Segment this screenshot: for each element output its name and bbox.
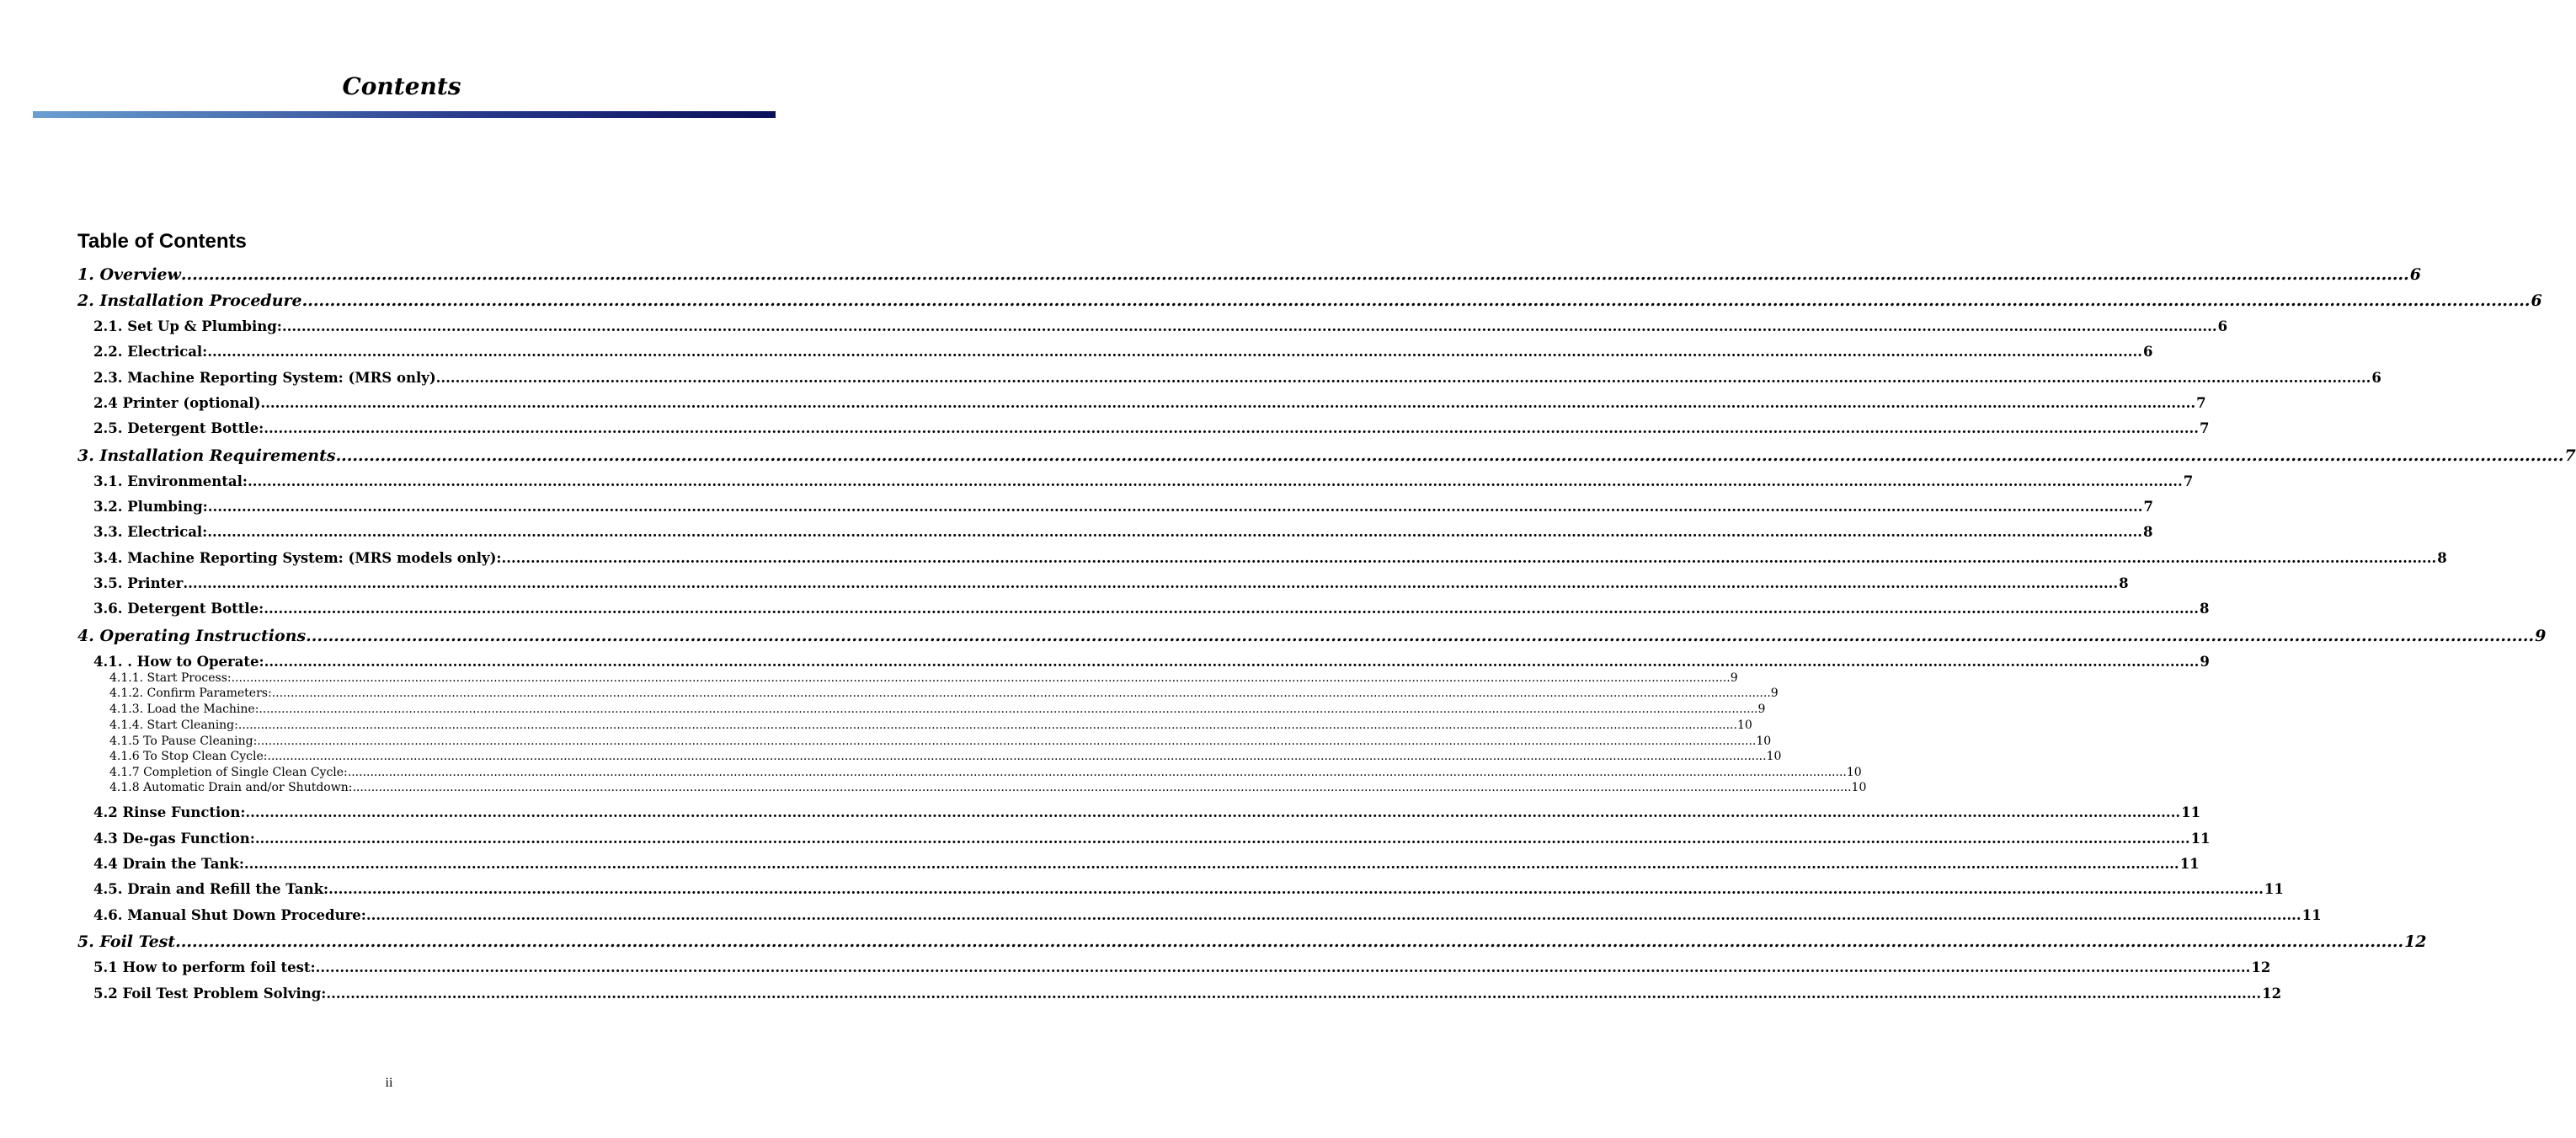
toc-leader-dots: ................................................................................................................................................................................................................................................................................................................................................................................................................ bbox=[259, 703, 1758, 716]
toc-leader-dots: ................................................................................................................................................................................................................................................................................................................................................................................................................ bbox=[271, 687, 1771, 700]
toc-entry-label: 3.2. Plumbing: bbox=[93, 499, 208, 515]
toc-entry-page: 12 bbox=[2404, 932, 2427, 951]
toc-entry[interactable] bbox=[77, 265, 2421, 284]
toc-leader-dots: ................................................................................................................................................................................................................................................................................................................................................................................................................ bbox=[315, 959, 2251, 975]
toc-entry[interactable] bbox=[93, 499, 2154, 515]
toc-entry-page: 6 bbox=[2143, 344, 2153, 360]
toc-leader-dots: ................................................................................................................................................................................................................................................................................................................................................................................................................ bbox=[207, 524, 2143, 540]
toc-leader-dots: ................................................................................................................................................................................................................................................................................................................................................................................................................ bbox=[281, 318, 2217, 334]
toc-entry-page: 8 bbox=[2200, 601, 2210, 617]
toc-entry-label: 2.5. Detergent Bottle: bbox=[93, 420, 264, 436]
toc-entry-label: 2.4 Printer (optional) bbox=[93, 395, 261, 411]
toc-entry[interactable] bbox=[93, 601, 2210, 617]
toc-entry-page: 8 bbox=[2143, 524, 2153, 540]
toc-entry-page: 11 bbox=[2179, 856, 2200, 872]
toc-leader-dots: ................................................................................................................................................................................................................................................................................................................................................................................................................ bbox=[326, 986, 2262, 1002]
toc-entry-label: 4.1. . How to Operate: bbox=[93, 654, 264, 670]
toc-entry-page: 6 bbox=[2371, 370, 2381, 386]
toc-entry-label: 4.6. Manual Shut Down Procedure: bbox=[93, 907, 366, 923]
toc-leader-dots: ................................................................................................................................................................................................................................................................................................................................................................................................................ bbox=[267, 750, 1767, 763]
toc-title: Table of Contents bbox=[77, 230, 247, 253]
toc-leader-dots: ................................................................................................................................................................................................................................................................................................................................................................................................................ bbox=[328, 881, 2264, 897]
toc-leader-dots: ................................................................................................................................................................................................................................................................................................................................................................................................................ bbox=[347, 766, 1847, 779]
toc-leader-dots: ................................................................................................................................................................................................................................................................................................................................................................................................................ bbox=[435, 370, 2371, 386]
toc-leader-dots: ................................................................................................................................................................................................................................................................................................................................................................................................................ bbox=[264, 654, 2200, 670]
toc-leader-dots: ................................................................................................................................................................................................................................................................................................................................................................................................................ bbox=[335, 446, 2564, 465]
toc-entry-label: 4.1.5 To Pause Cleaning: bbox=[109, 735, 258, 748]
toc-entry[interactable] bbox=[109, 766, 1862, 779]
toc-entry-label: 3.4. Machine Reporting System: (MRS models only): bbox=[93, 550, 502, 566]
toc-leader-dots: ................................................................................................................................................................................................................................................................................................................................................................................................................ bbox=[237, 719, 1737, 732]
toc-entry[interactable] bbox=[109, 750, 1782, 763]
toc-entry-page: 8 bbox=[2119, 575, 2129, 591]
toc-entry-page: 7 bbox=[2183, 473, 2194, 489]
toc-entry[interactable] bbox=[93, 881, 2284, 897]
toc-leader-dots: ................................................................................................................................................................................................................................................................................................................................................................................................................ bbox=[301, 291, 2531, 310]
toc-leader-dots: ................................................................................................................................................................................................................................................................................................................................................................................................................ bbox=[207, 499, 2143, 515]
toc-entry-label: 3. Installation Requirements bbox=[77, 446, 336, 465]
toc-entry-label: 4.1.4. Start Cleaning: bbox=[109, 719, 238, 732]
toc-entry-label: 5. Foil Test bbox=[77, 932, 176, 951]
toc-entry[interactable] bbox=[93, 473, 2194, 489]
page-heading: Contents bbox=[342, 72, 461, 100]
toc-entry[interactable] bbox=[109, 719, 1752, 732]
toc-entry-page: 10 bbox=[1846, 766, 1862, 779]
toc-leader-dots: ................................................................................................................................................................................................................................................................................................................................................................................................................ bbox=[243, 856, 2179, 872]
toc-entry-page: 9 bbox=[1770, 687, 1779, 700]
toc-entry[interactable] bbox=[109, 671, 1738, 685]
toc-leader-dots: ................................................................................................................................................................................................................................................................................................................................................................................................................ bbox=[501, 550, 2437, 566]
toc-entry-page: 12 bbox=[2251, 959, 2271, 975]
toc-leader-dots: ................................................................................................................................................................................................................................................................................................................................................................................................................ bbox=[257, 735, 1757, 748]
toc-entry-page: 6 bbox=[2531, 291, 2542, 310]
toc-leader-dots: ................................................................................................................................................................................................................................................................................................................................................................................................................ bbox=[260, 395, 2196, 411]
toc-leader-dots: ................................................................................................................................................................................................................................................................................................................................................................................................................ bbox=[180, 265, 2409, 284]
toc-entry[interactable] bbox=[93, 420, 2210, 436]
toc-entry-page: 6 bbox=[2217, 318, 2228, 334]
toc-entry[interactable] bbox=[77, 932, 2427, 951]
toc-entry-page: 10 bbox=[1851, 781, 1867, 794]
toc-leader-dots: ................................................................................................................................................................................................................................................................................................................................................................................................................ bbox=[183, 575, 2119, 591]
toc-leader-dots: ................................................................................................................................................................................................................................................................................................................................................................................................................ bbox=[264, 420, 2200, 436]
toc-entry-label: 4.1.7 Completion of Single Clean Cycle: bbox=[109, 766, 348, 779]
toc-entry[interactable] bbox=[109, 703, 1766, 716]
toc-leader-dots: ................................................................................................................................................................................................................................................................................................................................................................................................................ bbox=[365, 907, 2301, 923]
toc-entry-label: 4.1.2. Confirm Parameters: bbox=[109, 687, 272, 700]
toc-entry[interactable] bbox=[93, 344, 2153, 360]
toc-entry-page: 9 bbox=[1730, 671, 1738, 685]
toc-entry-label: 4.5. Drain and Refill the Tank: bbox=[93, 881, 329, 897]
toc-entry-label: 5.2 Foil Test Problem Solving: bbox=[93, 986, 327, 1002]
toc-entry-label: 4.1.3. Load the Machine: bbox=[109, 703, 259, 716]
toc-entry-page: 9 bbox=[1757, 703, 1766, 716]
toc-entry[interactable] bbox=[93, 370, 2381, 386]
toc-entry-page: 11 bbox=[2190, 831, 2211, 847]
toc-entry-label: 3.1. Environmental: bbox=[93, 473, 248, 489]
toc-leader-dots: ................................................................................................................................................................................................................................................................................................................................................................................................................ bbox=[245, 804, 2181, 820]
toc-entry[interactable] bbox=[93, 907, 2322, 923]
toc-entry-page: 7 bbox=[2143, 499, 2154, 515]
toc-entry[interactable] bbox=[109, 781, 1867, 794]
toc-entry-page: 10 bbox=[1766, 750, 1782, 763]
toc-entry[interactable] bbox=[77, 291, 2542, 310]
toc-entry-label: 2. Installation Procedure bbox=[77, 291, 302, 310]
toc-entry-page: 11 bbox=[2181, 804, 2201, 820]
toc-entry[interactable] bbox=[109, 735, 1772, 748]
toc-entry[interactable] bbox=[93, 856, 2200, 872]
toc-entry[interactable] bbox=[93, 831, 2211, 847]
toc-entry[interactable] bbox=[93, 395, 2206, 411]
toc-leader-dots: ................................................................................................................................................................................................................................................................................................................................................................................................................ bbox=[352, 781, 1852, 794]
page-number: ii bbox=[385, 1076, 393, 1090]
toc-entry-label: 3.5. Printer bbox=[93, 575, 184, 591]
toc-entry-label: 2.2. Electrical: bbox=[93, 344, 208, 360]
toc-entry[interactable] bbox=[93, 986, 2282, 1002]
toc-entry-label: 2.3. Machine Reporting System: (MRS only) bbox=[93, 370, 436, 386]
toc-entry-page: 10 bbox=[1736, 719, 1752, 732]
toc-entry-label: 3.3. Electrical: bbox=[93, 524, 208, 540]
toc-leader-dots: ................................................................................................................................................................................................................................................................................................................................................................................................................ bbox=[175, 932, 2404, 951]
toc-entry-label: 4.1.6 To Stop Clean Cycle: bbox=[109, 750, 268, 763]
toc-entry-label: 4.1.1. Start Process: bbox=[109, 671, 232, 685]
toc-entry-page: 12 bbox=[2262, 986, 2282, 1002]
toc-entry[interactable] bbox=[93, 654, 2210, 670]
toc-leader-dots: ................................................................................................................................................................................................................................................................................................................................................................................................................ bbox=[247, 473, 2183, 489]
toc-entry[interactable] bbox=[93, 550, 2447, 566]
toc-leader-dots: ................................................................................................................................................................................................................................................................................................................................................................................................................ bbox=[306, 627, 2535, 645]
toc-entry-label: 4.1.8 Automatic Drain and/or Shutdown: bbox=[109, 781, 353, 794]
toc-entry[interactable] bbox=[77, 446, 2576, 465]
toc-entry[interactable] bbox=[93, 575, 2129, 591]
toc-entry-label: 5.1 How to perform foil test: bbox=[93, 959, 316, 975]
toc-leader-dots: ................................................................................................................................................................................................................................................................................................................................................................................................................ bbox=[264, 601, 2200, 617]
toc-entry-label: 3.6. Detergent Bottle: bbox=[93, 601, 264, 617]
toc-entry[interactable] bbox=[93, 959, 2271, 975]
toc-entry-page: 7 bbox=[2200, 420, 2210, 436]
toc-leader-dots: ................................................................................................................................................................................................................................................................................................................................................................................................................ bbox=[254, 831, 2190, 847]
toc-entry-label: 4.2 Rinse Function: bbox=[93, 804, 246, 820]
toc-entry[interactable] bbox=[109, 687, 1779, 700]
toc-entry-label: 1. Overview bbox=[77, 265, 181, 284]
toc-entry-label: 4.4 Drain the Tank: bbox=[93, 856, 244, 872]
toc-entry-page: 9 bbox=[2535, 627, 2547, 645]
toc-entry-page: 6 bbox=[2409, 265, 2421, 284]
toc-entry-page: 9 bbox=[2200, 654, 2210, 670]
toc-entry-page: 7 bbox=[2564, 446, 2576, 465]
toc-entry-page: 8 bbox=[2437, 550, 2447, 566]
toc-entry-label: 4. Operating Instructions bbox=[77, 627, 307, 645]
header-divider bbox=[33, 111, 776, 118]
toc-entry[interactable] bbox=[77, 627, 2547, 645]
toc-entry[interactable] bbox=[93, 804, 2201, 820]
toc-entry-page: 7 bbox=[2196, 395, 2206, 411]
toc-entry[interactable] bbox=[93, 524, 2153, 540]
toc-leader-dots: ................................................................................................................................................................................................................................................................................................................................................................................................................ bbox=[231, 671, 1731, 685]
toc-entry-label: 2.1. Set Up & Plumbing: bbox=[93, 318, 282, 334]
toc-leader-dots: ................................................................................................................................................................................................................................................................................................................................................................................................................ bbox=[207, 344, 2143, 360]
toc-entry[interactable] bbox=[93, 318, 2228, 334]
toc-entry-label: 4.3 De-gas Function: bbox=[93, 831, 255, 847]
toc-entry-page: 10 bbox=[1756, 735, 1772, 748]
toc-entry-page: 11 bbox=[2301, 907, 2322, 923]
toc-entry-page: 11 bbox=[2264, 881, 2284, 897]
